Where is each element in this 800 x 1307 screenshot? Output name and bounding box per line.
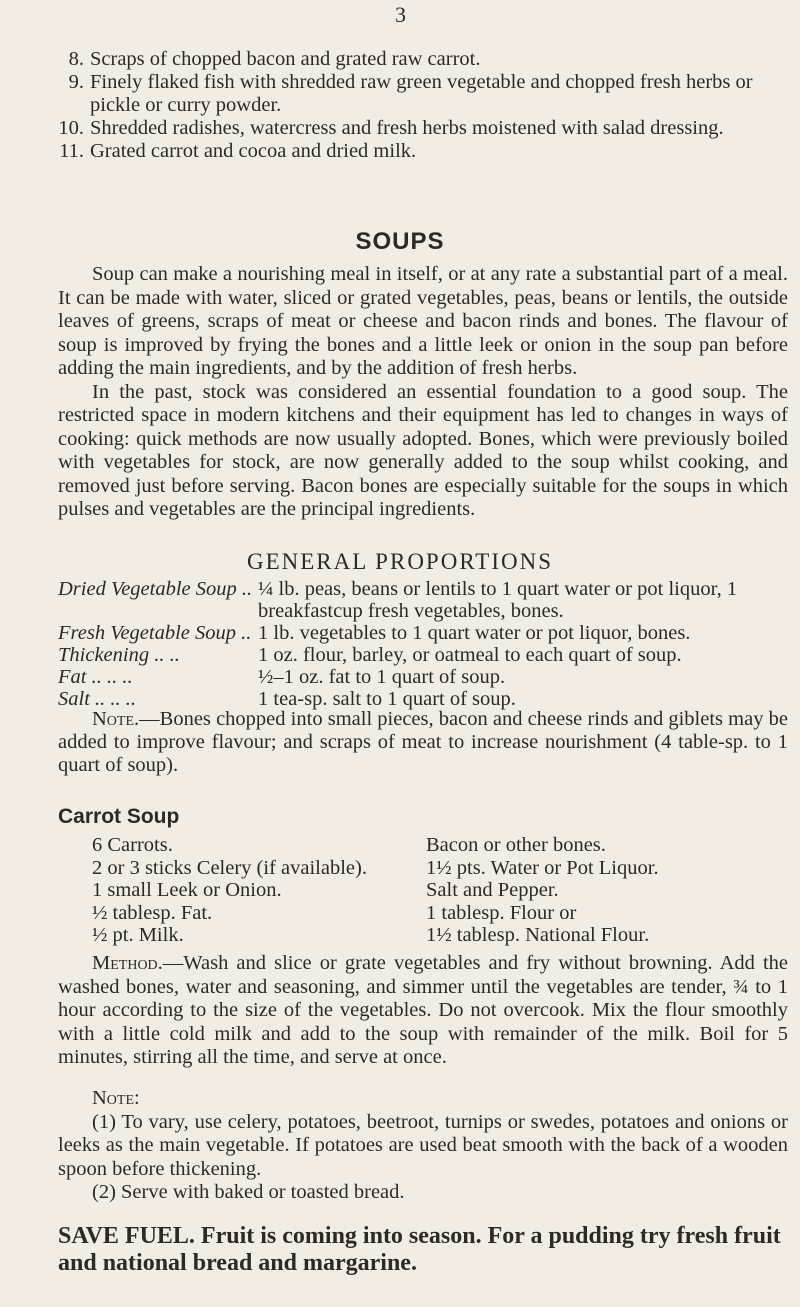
soups-paragraph-2: In the past, stock was considered an essential foundation to a good soup. The restricted space in modern kitchens and their equipment has led to changes in ways of cooking: quick methods are now usually adopted. Bones, which were previously boiled with vegetables for stock, are now generally added to the soup whilst cooking, and removed just before serving. Bacon bones are especially suitable for the soups in which pulses and vegetables are the principal ingredients.: [58, 380, 788, 520]
ingredient: 1 small Leek or Onion.: [92, 879, 282, 901]
proportion-value: 1 lb. vegetables to 1 quart water or pot liquor, bones.: [258, 622, 691, 644]
soups-paragraph-1: Soup can make a nourishing meal in itself, or at any rate a substantial part of a meal. It can be made with water, sliced or grated vegetables, peas, beans or lentils, the outside leaves of greens, scraps of meat or cheese and bacon rinds and bones. The flavour of soup is improved by frying the bones and a little leek or onion in the soup pan before adding the main ingredients, and by the addition of fresh herbs.: [58, 263, 788, 379]
note-item: (1) To vary, use celery, potatoes, beetroot, turnips or swedes, potatoes and onions or leeks as the main vegetable. If potatoes are used beat smooth with the back of a wooden spoon before thickening.: [58, 1110, 788, 1180]
method-text: —Wash and slice or grate vegetables and fry without browning. Add the washed bones, water and seasoning, and simmer until the vegetables are tender, ¾ to 1 hour according to the size of the vegetables. Do not overcook. Mix the flour smoothly with a little cold milk and add to the soup with remainder of the milk. Boil for 5 minutes, stirring all the time, and serve at once.: [58, 952, 788, 1068]
list-item-text: Scraps of chopped bacon and grated raw carrot.: [90, 48, 481, 70]
soups-body: [58, 263, 788, 522]
ingredient: ½ tablesp. Fat.: [92, 901, 213, 924]
list-item-text: Shredded radishes, watercress and fresh herbs moistened with salad dressing.: [90, 117, 724, 139]
proportions-table: [58, 578, 788, 710]
proportion-label: Fresh Vegetable Soup ..: [58, 622, 252, 644]
note-item: (2) Serve with baked or toasted bread.: [92, 1181, 405, 1203]
list-item: [58, 117, 788, 140]
proportions-note: [58, 708, 788, 777]
carrot-soup-notes: [58, 1087, 788, 1205]
ingredient: ½ pt. Milk.: [92, 924, 184, 946]
proportion-value: 1 tea-sp. salt to 1 quart of soup.: [258, 688, 516, 710]
proportion-label: Thickening .. ..: [58, 644, 180, 666]
ingredient: 1 tablesp. Flour or: [426, 901, 577, 924]
list-item-number: 8.: [68, 48, 84, 70]
ingredient: Salt and Pepper.: [426, 879, 559, 901]
ingredients-left-column: [92, 834, 426, 947]
list-item-number: 10.: [58, 117, 84, 139]
ingredient: 1½ pts. Water or Pot Liquor.: [426, 856, 659, 879]
soups-heading: SOUPS: [355, 228, 445, 255]
proportion-row: [58, 688, 788, 710]
ingredients-right-column: [426, 834, 659, 947]
proportion-label: Fat .. .. ..: [58, 666, 133, 688]
proportion-row: [58, 644, 788, 666]
ingredients: [92, 834, 782, 947]
list-item: [58, 140, 788, 163]
proportion-value: 1 oz. flour, barley, or oatmeal to each quart of soup.: [258, 644, 682, 666]
method: [58, 952, 788, 1070]
ingredient: 6 Carrots.: [92, 834, 173, 856]
notes-label: Note:: [92, 1087, 140, 1109]
general-proportions-heading: GENERAL PROPORTIONS: [246, 549, 554, 574]
save-fuel-notice: SAVE FUEL. Fruit is coming into season. For a pudding try fresh fruit and national bread and margarine.: [58, 1223, 781, 1276]
proportion-label: Dried Vegetable Soup ..: [58, 578, 253, 600]
note-label: Note.: [92, 708, 140, 730]
proportion-value: ¼ lb. peas, beans or lentils to 1 quart water or pot liquor, 1 breakfastcup fresh vegetables, bones.: [258, 578, 738, 622]
method-label: Method.: [92, 952, 163, 974]
proportion-label: Salt .. .. ..: [58, 688, 137, 710]
list-item: [58, 71, 788, 117]
note-text: —Bones chopped into small pieces, bacon and cheese rinds and giblets may be added to improve flavour; and scraps of meat to increase nourishment (4 table-sp. to 1 quart of soup).: [58, 708, 788, 776]
list-item-number: 9.: [68, 71, 84, 93]
list-item-text: Finely flaked fish with shredded raw green vegetable and chopped fresh herbs or pickle or curry powder.: [90, 71, 753, 116]
proportion-row: [58, 666, 788, 688]
proportion-row: [58, 622, 788, 644]
proportion-row: [58, 578, 788, 622]
page-number: 3: [395, 2, 406, 27]
carrot-soup-heading: Carrot Soup: [58, 805, 180, 828]
ingredient: Bacon or other bones.: [426, 834, 606, 856]
ingredient: 2 or 3 sticks Celery (if available).: [92, 856, 367, 879]
list-item-number: 11.: [59, 140, 84, 162]
ingredient: 1½ tablesp. National Flour.: [426, 924, 650, 946]
list-item-text: Grated carrot and cocoa and dried milk.: [90, 140, 417, 162]
proportion-value: ½–1 oz. fat to 1 quart of soup.: [258, 666, 506, 688]
numbered-list: [58, 48, 788, 163]
list-item: [58, 48, 788, 71]
